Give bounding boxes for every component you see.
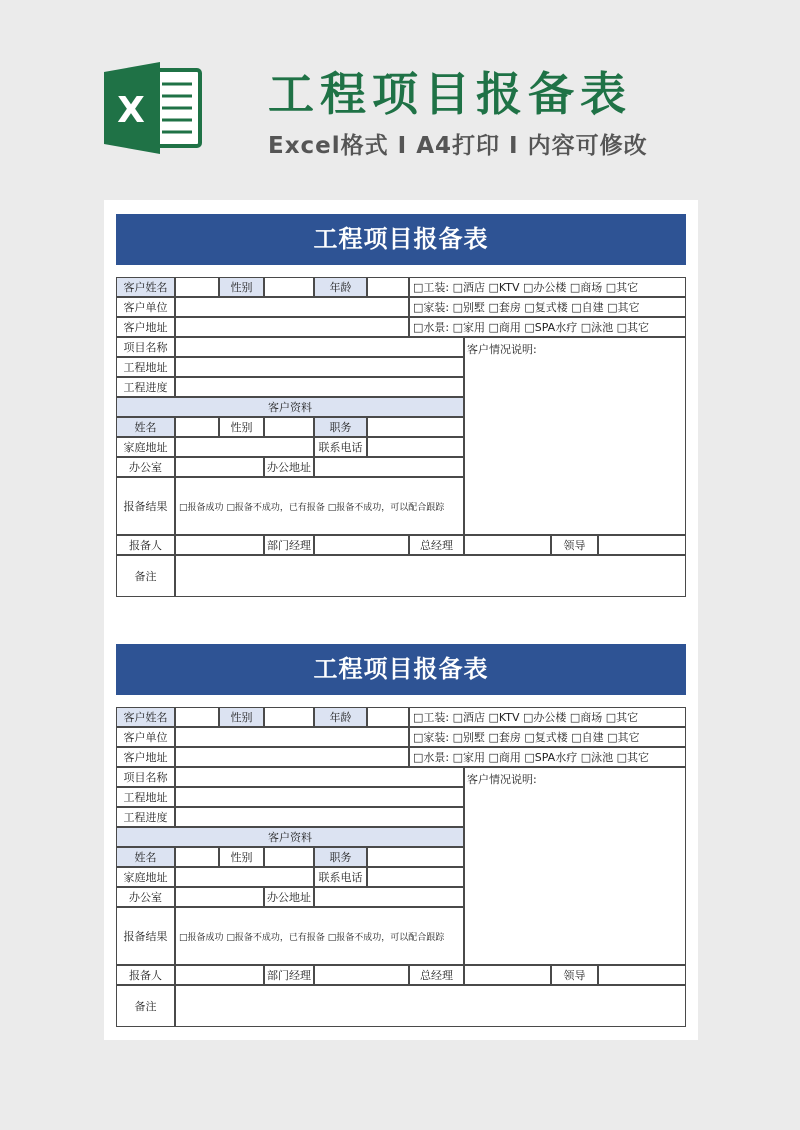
label-customer-unit: 客户单位 [116,297,175,317]
input-dept-manager[interactable] [314,535,409,555]
input-project-progress[interactable] [175,377,464,397]
label-result: 报备结果 [116,907,175,965]
label-project-name: 项目名称 [116,337,175,357]
label-dept-manager: 部门经理 [264,965,314,985]
label-office-address: 办公地址 [264,457,314,477]
label-gender: 性别 [219,707,264,727]
input-remarks[interactable] [175,555,686,597]
input-customer-address[interactable] [175,317,409,337]
main-title: 工程项目报备表 [268,67,632,121]
input-customer-name[interactable] [175,707,219,727]
label-name: 姓名 [116,847,175,867]
label-dept-manager: 部门经理 [264,535,314,555]
input-general-manager[interactable] [464,965,551,985]
customer-situation-box[interactable]: 客户情况说明: [464,767,686,965]
option-gongzhuang[interactable]: □工装: □酒店 □KTV □办公楼 □商场 □其它 [409,707,686,727]
label-position: 职务 [314,417,367,437]
input-age[interactable] [367,277,409,297]
label-position: 职务 [314,847,367,867]
option-jiazhuang[interactable]: □家装: □别墅 □套房 □复式楼 □自建 □其它 [409,727,686,747]
input-project-address[interactable] [175,787,464,807]
customer-situation-box[interactable]: 客户情况说明: [464,337,686,535]
label-general-manager: 总经理 [409,965,464,985]
input-dept-manager[interactable] [314,965,409,985]
label-office: 办公室 [116,457,175,477]
label-home-address: 家庭地址 [116,867,175,887]
form-grid [116,707,686,1027]
label-office: 办公室 [116,887,175,907]
input-gender-2[interactable] [264,847,314,867]
input-office-address[interactable] [314,887,464,907]
label-leader: 领导 [551,965,598,985]
label-home-address: 家庭地址 [116,437,175,457]
label-gender-2: 性别 [219,417,264,437]
label-reporter: 报备人 [116,535,175,555]
form-title-banner: 工程项目报备表 [116,644,686,695]
input-general-manager[interactable] [464,535,551,555]
label-age: 年龄 [314,707,367,727]
page-header [0,0,800,200]
form-title-banner: 工程项目报备表 [116,214,686,265]
label-project-name: 项目名称 [116,767,175,787]
input-gender[interactable] [264,277,314,297]
input-customer-address[interactable] [175,747,409,767]
label-leader: 领导 [551,535,598,555]
input-reporter[interactable] [175,535,264,555]
section-customer-info: 客户资料 [116,397,464,417]
label-customer-name: 客户姓名 [116,277,175,297]
label-age: 年龄 [314,277,367,297]
input-name[interactable] [175,847,219,867]
input-contact-phone[interactable] [367,867,464,887]
option-shuijing[interactable]: □水景: □家用 □商用 □SPA水疗 □泳池 □其它 [409,747,686,767]
label-project-progress: 工程进度 [116,377,175,397]
input-project-progress[interactable] [175,807,464,827]
label-reporter: 报备人 [116,965,175,985]
label-name: 姓名 [116,417,175,437]
input-leader[interactable] [598,965,686,985]
form-grid [116,277,686,597]
label-remarks: 备注 [116,985,175,1027]
input-position[interactable] [367,417,464,437]
label-customer-address: 客户地址 [116,317,175,337]
input-office[interactable] [175,887,264,907]
label-project-progress: 工程进度 [116,807,175,827]
input-office[interactable] [175,457,264,477]
input-gender-2[interactable] [264,417,314,437]
label-customer-address: 客户地址 [116,747,175,767]
input-name[interactable] [175,417,219,437]
option-gongzhuang[interactable]: □工装: □酒店 □KTV □办公楼 □商场 □其它 [409,277,686,297]
input-office-address[interactable] [314,457,464,477]
label-general-manager: 总经理 [409,535,464,555]
input-position[interactable] [367,847,464,867]
input-remarks[interactable] [175,985,686,1027]
logo-letter: X [117,90,145,131]
form-sheet [104,200,698,1040]
input-customer-unit[interactable] [175,727,409,747]
label-customer-unit: 客户单位 [116,727,175,747]
input-project-name[interactable] [175,767,464,787]
option-jiazhuang[interactable]: □家装: □别墅 □套房 □复式楼 □自建 □其它 [409,297,686,317]
section-customer-info: 客户资料 [116,827,464,847]
input-project-address[interactable] [175,357,464,377]
input-age[interactable] [367,707,409,727]
label-project-address: 工程地址 [116,787,175,807]
input-gender[interactable] [264,707,314,727]
input-contact-phone[interactable] [367,437,464,457]
label-result: 报备结果 [116,477,175,535]
option-result[interactable]: □报备成功 □报备不成功，已有报备 □报备不成功，可以配合跟踪 [175,907,464,965]
excel-logo-icon [104,62,204,154]
label-contact-phone: 联系电话 [314,437,367,457]
label-contact-phone: 联系电话 [314,867,367,887]
option-result[interactable]: □报备成功 □报备不成功，已有报备 □报备不成功，可以配合跟踪 [175,477,464,535]
label-remarks: 备注 [116,555,175,597]
option-shuijing[interactable]: □水景: □家用 □商用 □SPA水疗 □泳池 □其它 [409,317,686,337]
input-customer-name[interactable] [175,277,219,297]
label-gender-2: 性别 [219,847,264,867]
label-gender: 性别 [219,277,264,297]
label-office-address: 办公地址 [264,887,314,907]
input-reporter[interactable] [175,965,264,985]
input-home-address[interactable] [175,437,314,457]
input-leader[interactable] [598,535,686,555]
input-customer-unit[interactable] [175,297,409,317]
input-project-name[interactable] [175,337,464,357]
input-home-address[interactable] [175,867,314,887]
subtitle: Excel格式 I A4打印 I 内容可修改 [268,133,648,159]
label-customer-name: 客户姓名 [116,707,175,727]
label-project-address: 工程地址 [116,357,175,377]
